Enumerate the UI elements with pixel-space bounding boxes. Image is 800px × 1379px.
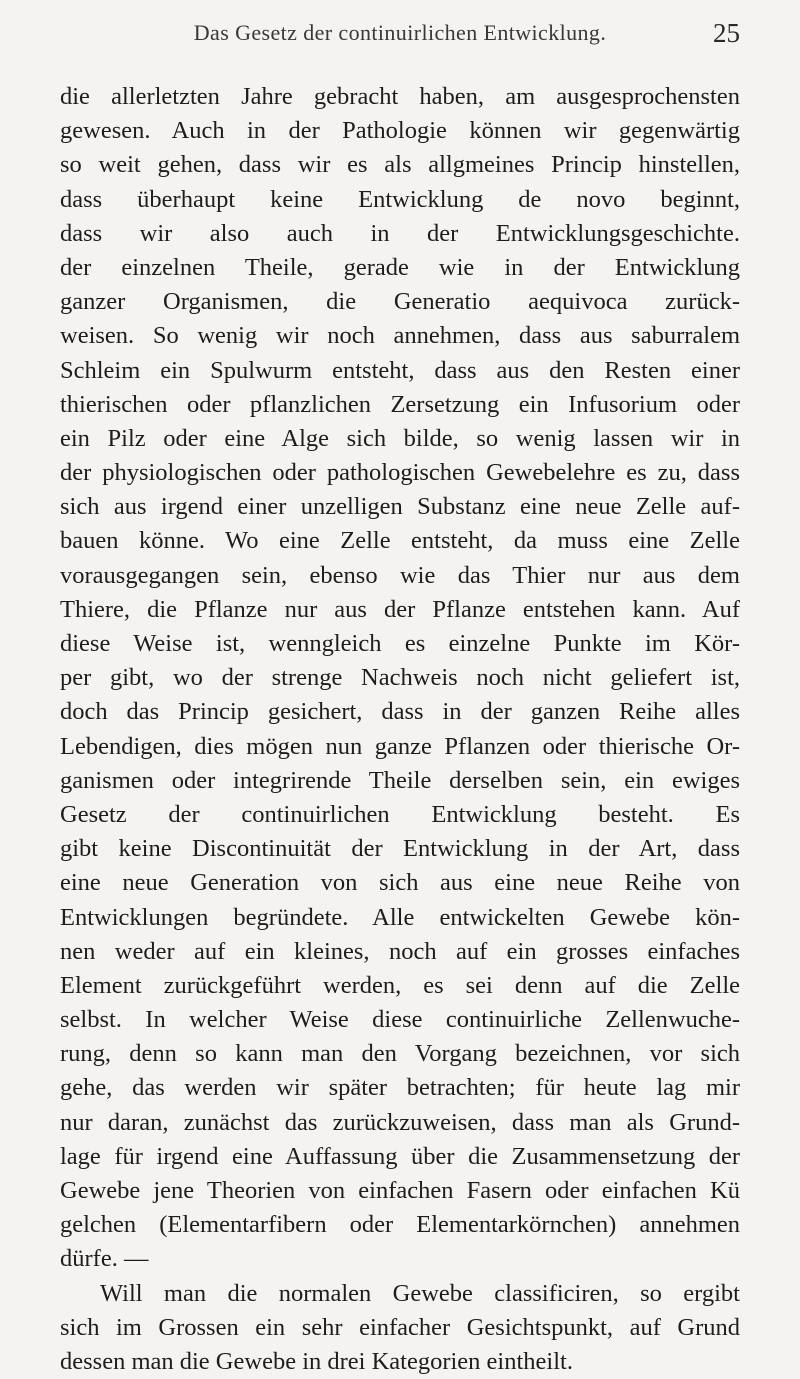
text-line: Schleim ein Spulwurm entsteht, dass aus den Resten einer: [60, 356, 740, 384]
body-text: [60, 80, 740, 1379]
text-line: selbst. In welcher Weise diese continuirliche Zellenwuche-: [60, 1006, 740, 1034]
text-line: gelchen (Elementarfibern oder Elementarkörnchen) annehmen: [60, 1211, 740, 1239]
text-line: lage für irgend eine Auffassung über die Zusammensetzung der: [60, 1142, 740, 1170]
text-line: weisen. So wenig wir noch annehmen, dass aus saburralem: [60, 322, 740, 350]
text-line: rung, denn so kann man den Vorgang bezeichnen, vor sich: [60, 1040, 740, 1068]
text-line-paragraph-end: dessen man die Gewebe in drei Kategorien eintheilt.: [60, 1347, 573, 1375]
text-line: dass wir also auch in der Entwicklungsgeschichte.: [60, 219, 740, 247]
text-line: gewesen. Auch in der Pathologie können wir gegenwärtig: [60, 117, 740, 145]
text-line: der einzelnen Theile, gerade wie in der Entwicklung: [60, 253, 740, 281]
text-line: Gesetz der continuirlichen Entwicklung besteht. Es: [60, 800, 740, 828]
text-line: gibt keine Discontinuität der Entwicklung in der Art, dass: [60, 835, 740, 863]
text-line: ganismen oder integrirende Theile derselben sein, ein ewiges: [60, 766, 740, 794]
text-line: sich im Grossen ein sehr einfacher Gesichtspunkt, auf Grund: [60, 1313, 740, 1341]
text-line: doch das Princip gesichert, dass in der ganzen Reihe alles: [60, 698, 740, 726]
text-line: thierischen oder pflanzlichen Zersetzung ein Infusorium oder: [60, 390, 740, 418]
text-line: per gibt, wo der strenge Nachweis noch nicht geliefert ist,: [60, 664, 740, 692]
running-header-title: Das Gesetz der continuirlichen Entwicklung.: [193, 20, 607, 45]
text-line-paragraph-start: Will man die normalen Gewebe classificiren, so ergibt: [100, 1279, 740, 1307]
text-line: ganzer Organismen, die Generatio aequivoca zurück-: [60, 288, 740, 316]
text-line: Gewebe jene Theorien von einfachen Fasern oder einfachen Kü: [60, 1177, 740, 1204]
running-header: [60, 20, 740, 54]
text-line: Lebendigen, dies mögen nun ganze Pflanzen oder thierische Or-: [60, 732, 740, 760]
text-line: Entwicklungen begründete. Alle entwickelten Gewebe kön-: [60, 903, 740, 931]
text-line: so weit gehen, dass wir es als allgmeines Princip hinstellen,: [60, 151, 740, 179]
text-line: diese Weise ist, wenngleich es einzelne Punkte im Kör-: [60, 630, 740, 657]
text-line-paragraph-end: dürfe. —: [60, 1245, 149, 1273]
text-line: die allerletzten Jahre gebracht haben, am ausgesprochensten: [60, 83, 740, 110]
text-line: dass überhaupt keine Entwicklung de novo beginnt,: [60, 185, 740, 213]
text-line: der physiologischen oder pathologischen Gewebelehre es zu, dass: [60, 459, 740, 487]
page-number: 25: [713, 18, 740, 48]
text-line: eine neue Generation von sich aus eine neue Reihe von: [60, 869, 740, 897]
text-line: Element zurückgeführt werden, es sei denn auf die Zelle: [60, 971, 740, 999]
text-line: Thiere, die Pflanze nur aus der Pflanze entstehen kann. Auf: [60, 595, 740, 623]
text-line: bauen könne. Wo eine Zelle entsteht, da muss eine Zelle: [60, 527, 740, 555]
text-line: gehe, das werden wir später betrachten; für heute lag mir: [60, 1074, 740, 1102]
text-line: nen weder auf ein kleines, noch auf ein grosses einfaches: [60, 937, 740, 965]
text-line: ein Pilz oder eine Alge sich bilde, so wenig lassen wir in: [60, 424, 740, 452]
text-line: vorausgegangen sein, ebenso wie das Thier nur aus dem: [60, 561, 740, 589]
text-line: sich aus irgend einer unzelligen Substanz eine neue Zelle auf-: [60, 493, 740, 521]
text-line: nur daran, zunächst das zurückzuweisen, dass man als Grund-: [60, 1108, 740, 1136]
